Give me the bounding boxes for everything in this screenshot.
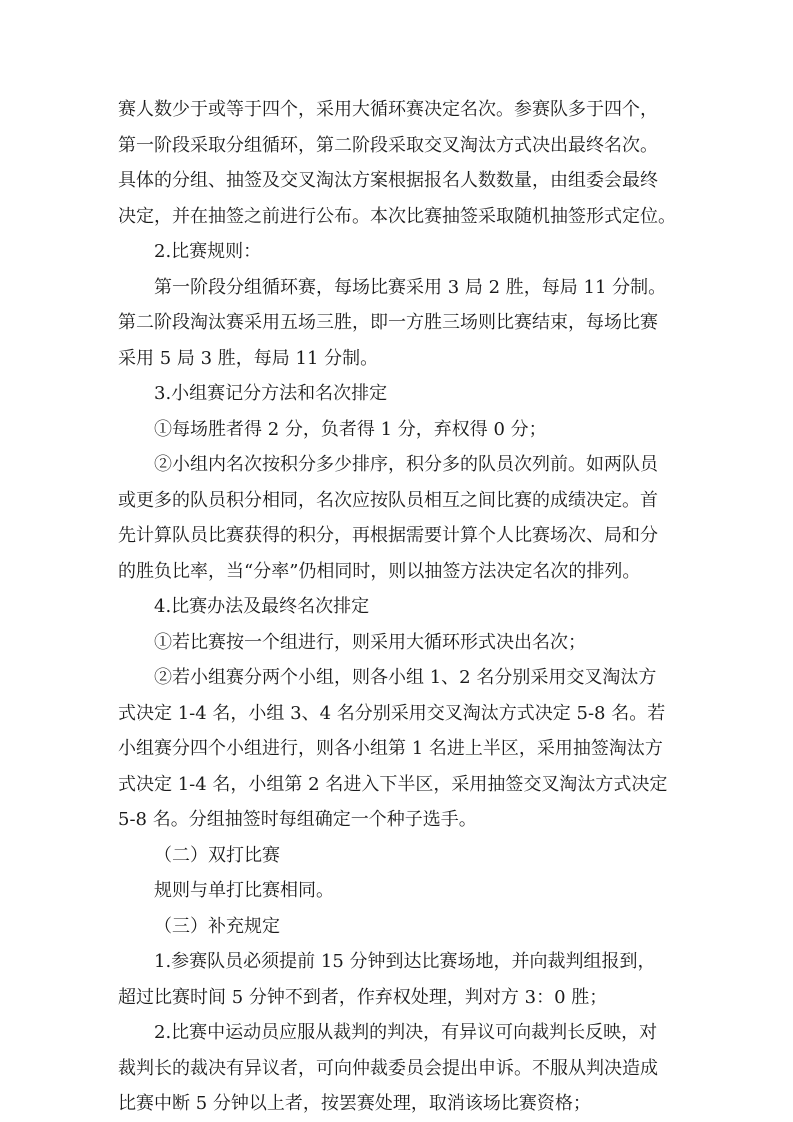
paragraph-line: 小组赛分四个小组进行，则各小组第 1 名进上半区，采用抽签淘汰方 bbox=[118, 738, 663, 759]
section-heading: 4.比赛办法及最终名次排定 bbox=[154, 596, 370, 617]
section-heading: （三）补充规定 bbox=[154, 915, 280, 937]
paragraph-line: 先计算队员比赛获得的积分，再根据需要计算个人比赛场次、局和分 bbox=[118, 525, 658, 546]
list-item: ①若比赛按一个组进行，则采用大循环形式决出名次； bbox=[154, 631, 586, 653]
paragraph-line: 式决定 1-4 名，小组第 2 名进入下半区，采用抽签交叉淘汰方式决定 bbox=[118, 773, 668, 795]
paragraph-line: 赛人数少于或等于四个，采用大循环赛决定名次。参赛队多于四个， bbox=[118, 99, 658, 120]
list-item: ②小组内名次按积分多少排序，积分多的队员次列前。如两队员 bbox=[154, 454, 658, 475]
list-item: ①每场胜者得 2 分，负者得 1 分，弃权得 0 分； bbox=[154, 418, 547, 440]
list-item: ②若小组赛分两个小组，则各小组 1、2 名分别采用交叉淘汰方 bbox=[154, 667, 657, 688]
paragraph-line: 或更多的队员积分相同，名次应按队员相互之间比赛的成绩决定。首 bbox=[118, 489, 658, 511]
paragraph-line: 比赛中断 5 分钟以上者，按罢赛处理，取消该场比赛资格； bbox=[118, 1093, 591, 1114]
section-heading: 3.小组赛记分方法和名次排定 bbox=[154, 383, 388, 404]
paragraph-line: 的胜负比率，当“分率”仍相同时，则以抽签方法决定名次的排列。 bbox=[118, 560, 641, 582]
paragraph-line: 式决定 1-4 名，小组 3、4 名分别采用交叉淘汰方式决定 5-8 名。若 bbox=[118, 702, 666, 724]
paragraph-line: 具体的分组、抽签及交叉淘汰方案根据报名人数数量，由组委会最终 bbox=[118, 170, 658, 191]
paragraph-line: 超过比赛时间 5 分钟不到者，作弃权处理，判对方 3：0 胜； bbox=[118, 986, 608, 1008]
paragraph-line: 第二阶段淘汰赛采用五场三胜，即一方胜三场则比赛结束，每场比赛 bbox=[118, 312, 658, 333]
section-heading: 2.比赛规则： bbox=[154, 241, 262, 262]
document-body bbox=[118, 92, 686, 1122]
paragraph-line: 第一阶段分组循环赛，每场比赛采用 3 局 2 胜，每局 11 分制。 bbox=[154, 276, 667, 298]
paragraph-line: 规则与单打比赛相同。 bbox=[154, 880, 334, 901]
paragraph-line: 5-8 名。分组抽签时每组确定一个种子选手。 bbox=[118, 809, 477, 830]
list-item: 1.参赛队员必须提前 15 分钟到达比赛场地，并向裁判组报到， bbox=[154, 951, 656, 972]
paragraph-line: 采用 5 局 3 胜，每局 11 分制。 bbox=[118, 347, 379, 369]
paragraph-line: 决定，并在抽签之前进行公布。本次比赛抽签采取随机抽签形式定位。 bbox=[118, 205, 676, 227]
section-heading: （二）双打比赛 bbox=[154, 844, 280, 866]
paragraph-line: 裁判长的裁决有异议者，可向仲裁委员会提出申诉。不服从判决造成 bbox=[118, 1057, 658, 1079]
list-item: 2.比赛中运动员应服从裁判的判决，有异议可向裁判长反映，对 bbox=[154, 1022, 658, 1043]
paragraph-line: 第一阶段采取分组循环，第二阶段采取交叉淘汰方式决出最终名次。 bbox=[118, 134, 658, 156]
